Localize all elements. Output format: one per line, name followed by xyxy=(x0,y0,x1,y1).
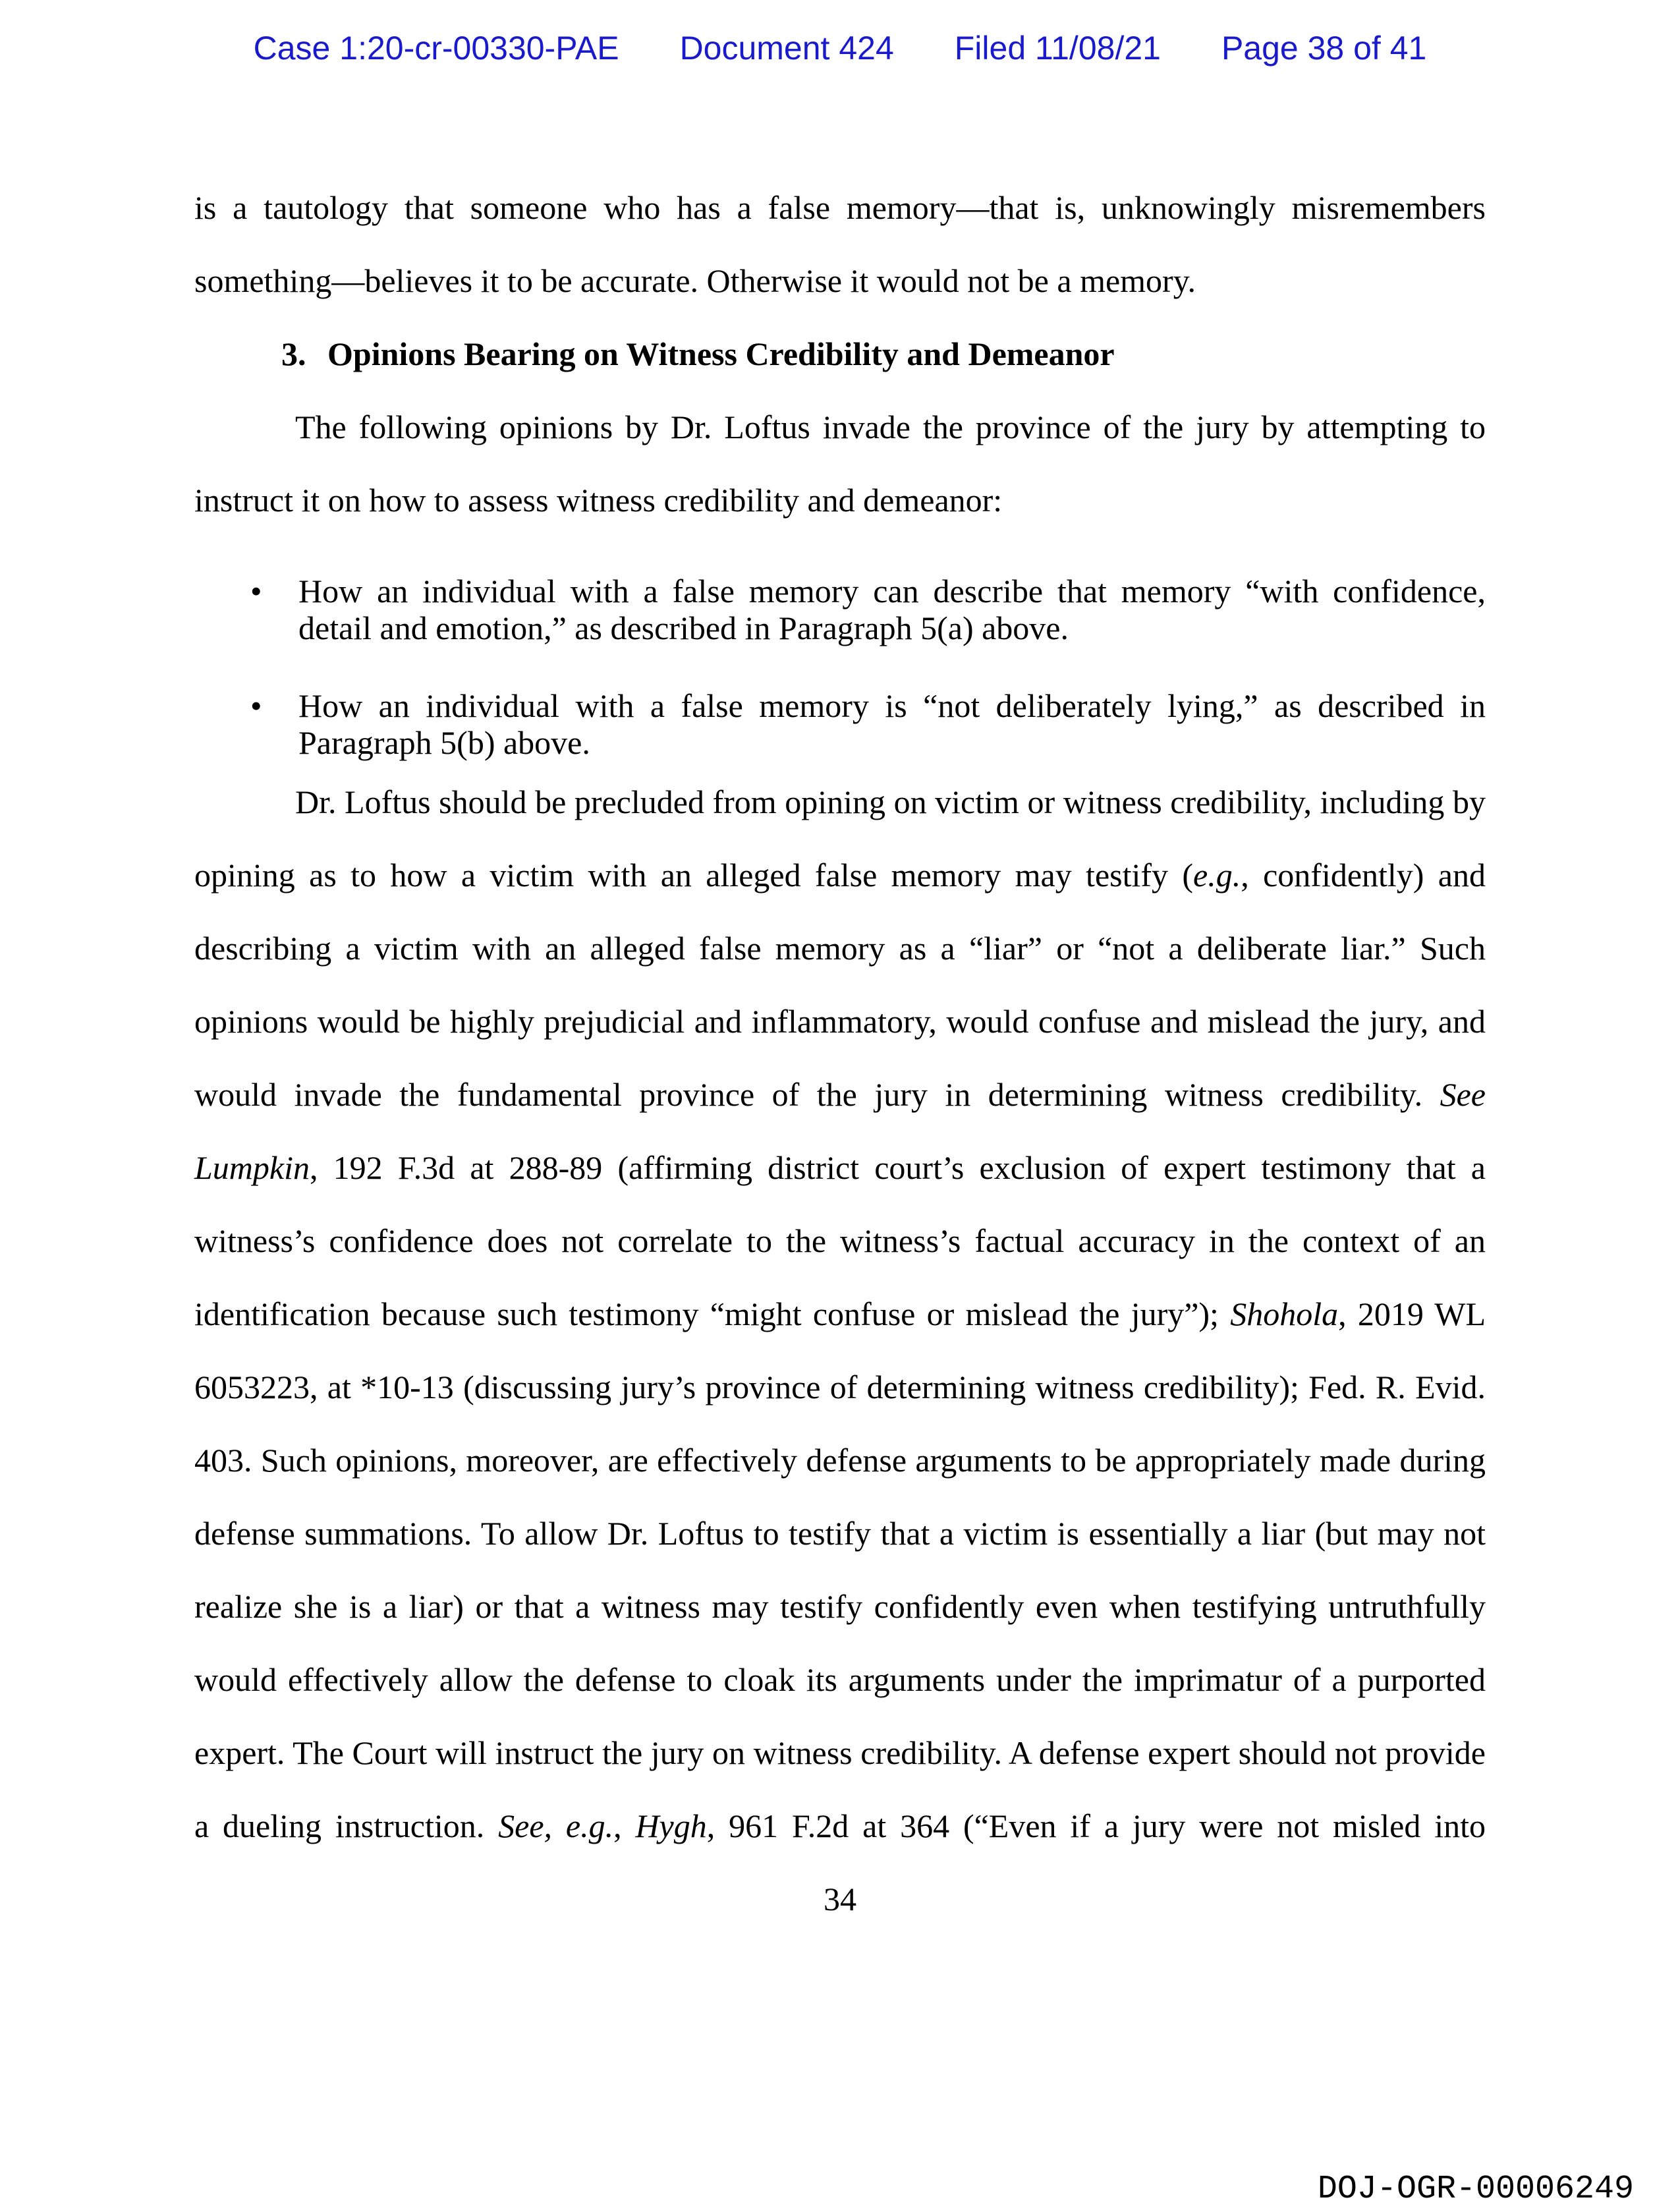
bullet-icon: • xyxy=(250,573,262,610)
para3-text: , confidently) and describing a victim with an alleged false memory as a “liar” or “not a deliberate liar.” Such opinions would be highly prejudicial and inflammatory, would confuse and mislead the jury, and would invade the fundamental province of the jury in determining witness credibility. xyxy=(194,857,1486,1113)
bates-stamp: DOJ-OGR-00006249 xyxy=(1317,2170,1634,2208)
document-number: Document 424 xyxy=(679,30,894,67)
bullet-list xyxy=(194,573,1486,761)
para3-text: , 2019 WL 6053223, at *10-13 (discussing jury’s province of determining witness credibility); Fed. R. Evid. 403. Such opinions, moreover, are effectively defense arguments to be appropriately made during defense summations. To allow Dr. Loftus to testify that a victim is essentially a liar (but may not realize she is a liar) or that a witness may testify confidently even when testifying untruthfully would effectively allow the defense to cloak its arguments under the imprimatur of a purported expert. The Court will instruct the jury on witness credibility. A defense expert should not provide a dueling instruction. xyxy=(194,1295,1486,1844)
para3-text: , xyxy=(613,1807,636,1844)
italic-cite-shohola: Shohola xyxy=(1230,1295,1339,1332)
document-body xyxy=(194,171,1486,1936)
filed-date: Filed 11/08/21 xyxy=(954,30,1161,67)
para3-text: , 192 F.3d at 288-89 (affirming district court’s exclusion of expert testimony that a witness’s confidence does not correlate to the witness’s factual accuracy in the context of an identification because such testimony “might confuse or mislead the jury”); xyxy=(194,1149,1486,1332)
italic-cite-eg: e.g. xyxy=(1193,857,1241,893)
paragraph-2: The following opinions by Dr. Loftus invade the province of the jury by attempting to instruct it on how to assess witness credibility and demeanor: xyxy=(194,409,1486,519)
bullet-text: How an individual with a false memory is “not deliberately lying,” as described in Paragraph 5(b) above. xyxy=(298,687,1486,761)
bullet-text: How an individual with a false memory can describe that memory “with confidence, detail and emotion,” as described in Paragraph 5(a) above. xyxy=(298,573,1486,646)
list-item xyxy=(250,687,1486,761)
italic-cite-hygh: Hygh xyxy=(635,1807,707,1844)
para3-text: Dr. Loftus should be precluded from opining on victim or witness credibility, including by opining as to how a victim with an alleged false memory may testify ( xyxy=(194,783,1486,893)
italic-cite-see-eg: See, e.g. xyxy=(498,1807,614,1844)
section-heading xyxy=(281,318,1486,391)
page-number: 34 xyxy=(824,1881,856,1917)
case-number: Case 1:20-cr-00330-PAE xyxy=(253,30,619,67)
paragraph-1: is a tautology that someone who has a false memory—that is, unknowingly misremembers something—believes it to be accurate. Otherwise it would not be a memory. xyxy=(194,189,1486,299)
page-count: Page 38 of 41 xyxy=(1221,30,1427,67)
italic-cite-see-lumpkin: See Lumpkin xyxy=(194,1076,1486,1186)
paragraph-3 xyxy=(194,766,1486,1863)
section-heading-number: 3. xyxy=(281,335,306,372)
section-heading-text: Opinions Bearing on Witness Credibility and Demeanor xyxy=(327,335,1115,372)
bullet-icon: • xyxy=(250,687,262,724)
para3-text: , 961 F.2d at 364 (“Even if a jury were not misled into xyxy=(706,1807,1486,1844)
list-item xyxy=(250,573,1486,646)
ecf-stamp-header xyxy=(0,29,1680,67)
